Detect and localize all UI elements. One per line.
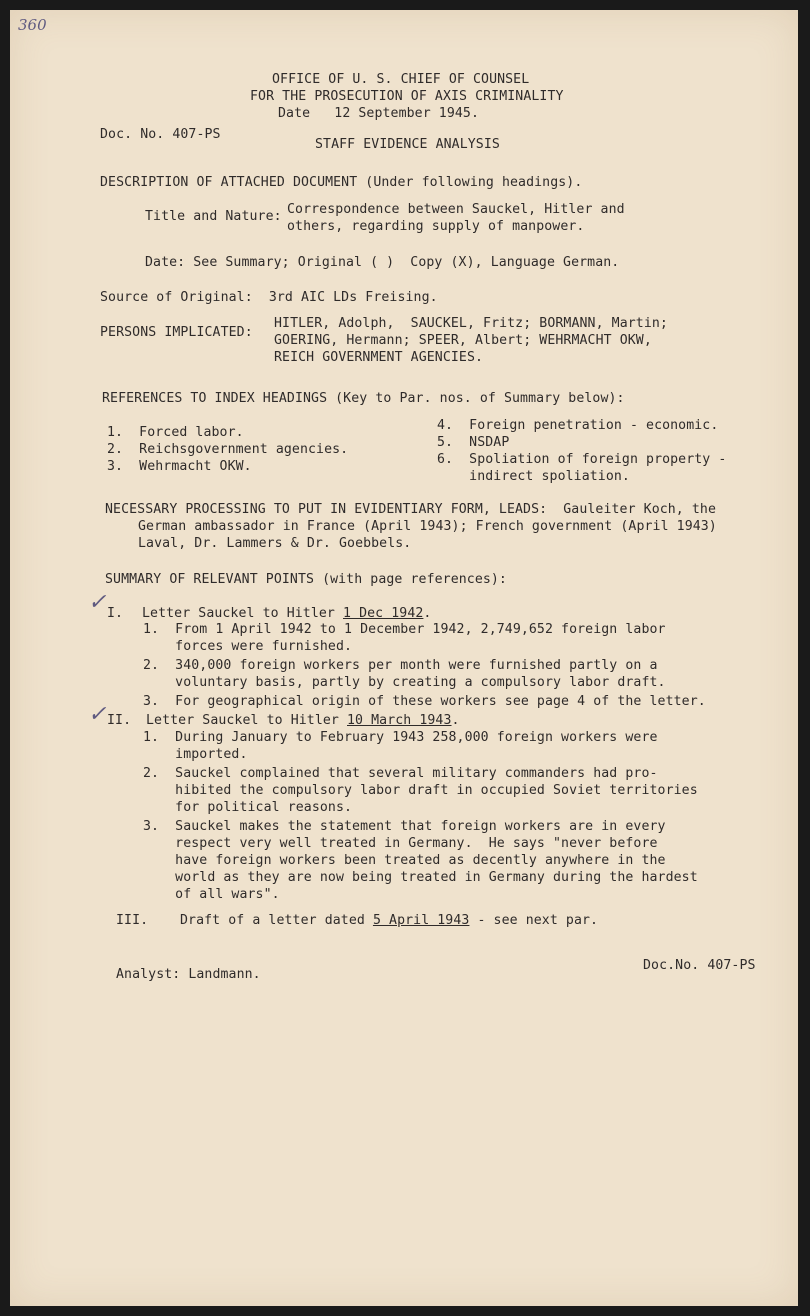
summary-heading-item: Draft of a letter dated 5 April 1943 - see next par. (180, 913, 599, 928)
check-mark-icon: ✓ (88, 590, 107, 615)
summary-point: world as they are now being treated in Germany during the hardest (143, 870, 698, 885)
summary-point: imported. (143, 747, 248, 762)
summary-heading: SUMMARY OF RELEVANT POINTS (with page references): (105, 572, 507, 587)
underlined-date: 5 April 1943 (372, 913, 470, 928)
persons-line1: HITLER, Adolph, SAUCKEL, Fritz; BORMANN, Martin; (274, 316, 668, 331)
summary-point: 1. During January to February 1943 258,000 foreign workers were (143, 730, 658, 745)
summary-point: 3. For geographical origin of these workers see page 4 of the letter. (143, 694, 706, 709)
reference-item: indirect spoliation. (437, 469, 630, 484)
summary-heading-item: Letter Sauckel to Hitler 1 Dec 1942. (142, 606, 432, 621)
summary-point: 2. Sauckel complained that several military commanders had pro- (143, 766, 658, 781)
check-mark-icon: ✓ (88, 702, 107, 727)
source-line: Source of Original: 3rd AIC LDs Freising. (100, 290, 438, 305)
reference-item: 1. Forced labor. (107, 425, 244, 440)
summary-numeral: II. (107, 713, 132, 728)
analysis-title: STAFF EVIDENCE ANALYSIS (315, 137, 500, 152)
necessary-line2: German ambassador in France (April 1943); French government (April 1943) (138, 519, 717, 534)
necessary-line3: Laval, Dr. Lammers & Dr. Goebbels. (138, 536, 412, 551)
description-heading: DESCRIPTION OF ATTACHED DOCUMENT (Under following headings). (100, 175, 583, 190)
header-prosecution: FOR THE PROSECUTION OF AXIS CRIMINALITY (250, 89, 564, 104)
necessary-line1: NECESSARY PROCESSING TO PUT IN EVIDENTIARY FORM, LEADS: Gauleiter Koch, the (105, 502, 717, 517)
summary-point: forces were furnished. (143, 639, 353, 654)
underlined-date: 1 Dec 1942 (343, 606, 424, 621)
summary-point: have foreign workers been treated as decently anywhere in the (143, 853, 666, 868)
title-nature-label: Title and Nature: (145, 209, 282, 224)
summary-point: 2. 340,000 foreign workers per month were furnished partly on a (143, 658, 658, 673)
persons-line2: GOERING, Hermann; SPEER, Albert; WEHRMACHT OKW, (274, 333, 652, 348)
summary-point: voluntary basis, partly by creating a compulsory labor draft. (143, 675, 666, 690)
doc-number: Doc. No. 407-PS (100, 127, 221, 142)
document-page (10, 10, 798, 1306)
title-nature-line2: others, regarding supply of manpower. (287, 219, 585, 234)
persons-line3: REICH GOVERNMENT AGENCIES. (274, 350, 484, 365)
title-nature-line1: Correspondence between Sauckel, Hitler and (287, 202, 625, 217)
summary-numeral: I. (107, 606, 124, 621)
references-heading: REFERENCES TO INDEX HEADINGS (Key to Par. nos. of Summary below): (102, 391, 625, 406)
footer-doc-number: Doc.No. 407-PS (643, 958, 756, 973)
summary-heading-item: Letter Sauckel to Hitler 10 March 1943. (146, 713, 460, 728)
header-date: Date 12 September 1945. (278, 106, 479, 121)
reference-item: 5. NSDAP (437, 435, 510, 450)
summary-point: hibited the compulsory labor draft in occupied Soviet territories (143, 783, 698, 798)
date-line: Date: See Summary; Original ( ) Copy (X), Language German. (145, 255, 620, 270)
reference-item: 2. Reichsgovernment agencies. (107, 442, 349, 457)
reference-item: 4. Foreign penetration - economic. (437, 418, 719, 433)
persons-label: PERSONS IMPLICATED: (100, 325, 253, 340)
reference-item: 3. Wehrmacht OKW. (107, 459, 252, 474)
summary-point: 3. Sauckel makes the statement that foreign workers are in every (143, 819, 666, 834)
summary-point: of all wars". (143, 887, 280, 902)
archive-number: 360 (18, 16, 47, 34)
summary-point: 1. From 1 April 1942 to 1 December 1942, 2,749,652 foreign labor (143, 622, 666, 637)
summary-numeral: III. (116, 913, 149, 928)
summary-point: for political reasons. (143, 800, 353, 815)
summary-point: respect very well treated in Germany. He says "never before (143, 836, 658, 851)
analyst-line: Analyst: Landmann. (116, 967, 261, 982)
reference-item: 6. Spoliation of foreign property - (437, 452, 727, 467)
underlined-date: 10 March 1943 (347, 713, 452, 728)
header-office: OFFICE OF U. S. CHIEF OF COUNSEL (272, 72, 530, 87)
